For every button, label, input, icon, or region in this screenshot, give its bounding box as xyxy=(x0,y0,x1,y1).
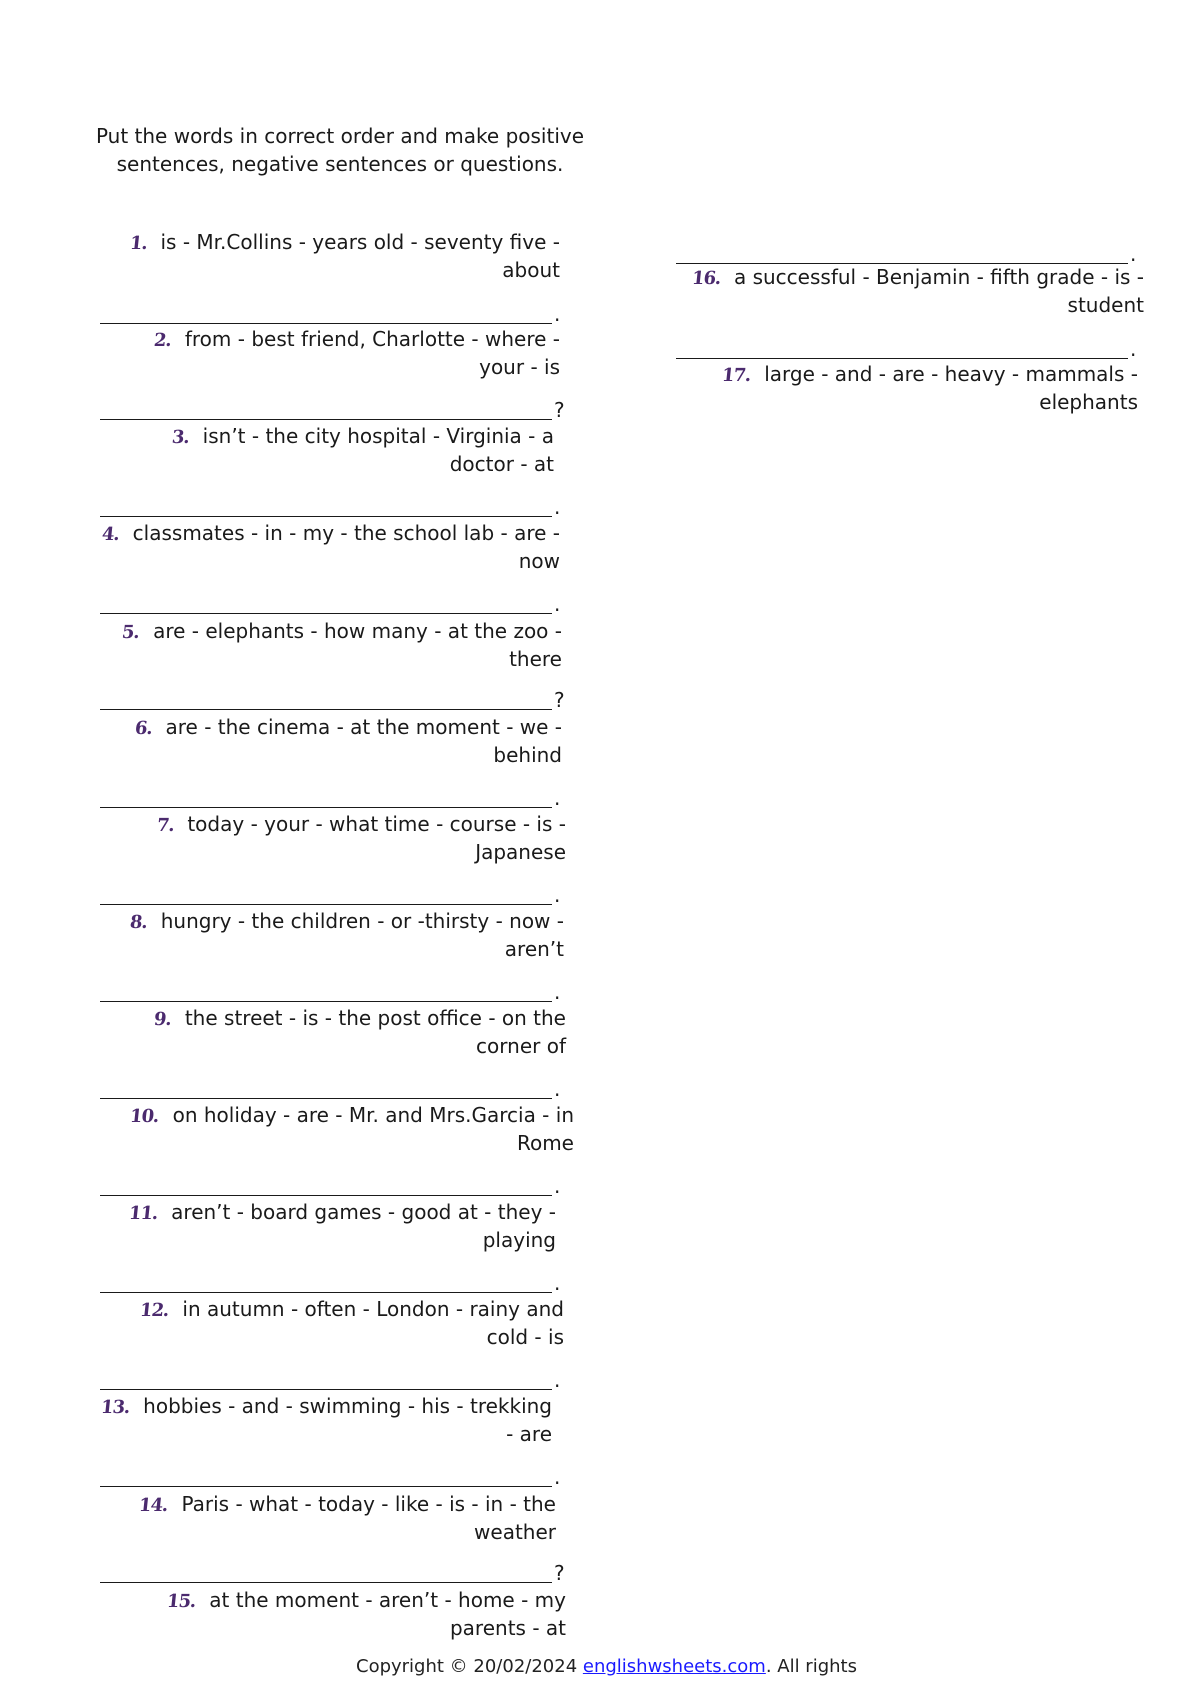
item-number: 17. xyxy=(720,365,752,386)
item-words-line-2: doctor - at xyxy=(449,452,554,476)
answer-line-9[interactable]: . xyxy=(100,1079,560,1099)
item-words-line-2: about xyxy=(502,258,560,282)
exercise-item-15 xyxy=(140,1587,566,1642)
exercise-item-8 xyxy=(78,908,564,963)
copyright-prefix: Copyright © 20/02/2024 xyxy=(356,1656,583,1677)
item-words-line-2: playing xyxy=(482,1228,556,1252)
item-words-line-2: elephants xyxy=(1039,390,1138,414)
item-number: 2. xyxy=(152,330,172,351)
answer-line-13[interactable]: . xyxy=(100,1467,560,1487)
item-words-line-1: are - elephants - how many - at the zoo - xyxy=(153,619,562,643)
item-words-line-2: - are xyxy=(506,1422,552,1446)
answer-line-15[interactable]: . xyxy=(676,244,1136,264)
exercise-item-10 xyxy=(74,1102,574,1157)
item-words-line-2: cold - is xyxy=(486,1325,564,1349)
item-words-line-1: today - your - what time - course - is - xyxy=(187,812,566,836)
item-number: 5. xyxy=(121,622,141,643)
item-words-line-2: Japanese xyxy=(475,840,566,864)
item-words-line-2: your - is xyxy=(479,355,560,379)
item-number: 16. xyxy=(690,268,722,289)
instructions-line-1: Put the words in correct order and make positive xyxy=(95,124,585,148)
exercise-item-11 xyxy=(94,1199,556,1254)
answer-line-2[interactable]: ? xyxy=(100,400,565,420)
exercise-item-4 xyxy=(66,520,560,575)
item-words-line-2: aren’t xyxy=(504,937,564,961)
exercise-item-7 xyxy=(110,811,566,866)
item-number: 15. xyxy=(165,1591,197,1612)
answer-line-10[interactable]: . xyxy=(100,1176,560,1196)
item-words-line-1: aren’t - board games - good at - they - xyxy=(171,1200,556,1224)
exercise-item-12 xyxy=(104,1296,564,1351)
item-words-line-1: on holiday - are - Mr. and Mrs.Garcia - in xyxy=(172,1103,574,1127)
copyright-footer xyxy=(356,1656,857,1677)
exercise-item-6 xyxy=(90,714,562,769)
item-number: 9. xyxy=(152,1009,172,1030)
item-words-line-2: behind xyxy=(493,743,562,767)
answer-line-5[interactable]: ? xyxy=(100,690,565,710)
answer-line-14[interactable]: ? xyxy=(100,1563,565,1583)
item-words-line-1: classmates - in - my - the school lab - are - xyxy=(132,521,560,545)
answer-line-11[interactable]: . xyxy=(100,1273,560,1293)
item-words-line-1: isn’t - the city hospital - Virginia - a xyxy=(202,424,554,448)
exercise-item-14 xyxy=(98,1491,556,1546)
item-words-line-1: hungry - the children - or -thirsty - now - xyxy=(160,909,564,933)
exercise-item-1 xyxy=(66,229,560,284)
item-words-line-1: is - Mr.Collins - years old - seventy five - xyxy=(160,230,560,254)
item-words-line-1: from - best friend, Charlotte - where - xyxy=(184,327,560,351)
item-number: 13. xyxy=(99,1397,131,1418)
website-link[interactable]: englishwsheets.com xyxy=(582,1656,766,1677)
item-words-line-2: there xyxy=(509,647,562,671)
item-number: 4. xyxy=(100,524,120,545)
answer-line-6[interactable]: . xyxy=(100,788,560,808)
item-number: 14. xyxy=(138,1495,169,1516)
item-number: 3. xyxy=(170,427,190,448)
item-words-line-2: Rome xyxy=(516,1131,574,1155)
item-words-line-1: a successful - Benjamin - fifth grade - is - xyxy=(733,265,1144,289)
item-words-line-2: student xyxy=(1067,293,1144,317)
copyright-suffix: . All rights xyxy=(765,1656,857,1677)
item-words-line-2: parents - at xyxy=(449,1616,566,1640)
item-words-line-2: weather xyxy=(474,1520,556,1544)
exercise-item-16 xyxy=(676,264,1144,319)
item-number: 8. xyxy=(128,912,148,933)
answer-line-7[interactable]: . xyxy=(100,885,560,905)
answer-line-3[interactable]: . xyxy=(100,497,560,517)
item-number: 7. xyxy=(155,815,175,836)
instructions xyxy=(70,122,610,178)
item-words-line-1: are - the cinema - at the moment - we - xyxy=(165,715,562,739)
exercise-item-13 xyxy=(68,1393,552,1448)
item-words-line-2: corner of xyxy=(476,1034,566,1058)
item-words-line-2: now xyxy=(518,549,560,573)
exercise-item-3 xyxy=(120,423,554,478)
item-number: 10. xyxy=(129,1106,160,1127)
answer-line-12[interactable]: . xyxy=(100,1370,560,1390)
item-number: 12. xyxy=(138,1300,170,1321)
answer-line-16[interactable]: . xyxy=(676,339,1136,359)
answer-line-1[interactable]: . xyxy=(100,304,560,324)
exercise-item-2 xyxy=(96,326,560,381)
answer-line-4[interactable]: . xyxy=(100,594,560,614)
item-words-line-1: hobbies - and - swimming - his - trekking xyxy=(143,1394,552,1418)
item-words-line-1: large - and - are - heavy - mammals - xyxy=(764,362,1138,386)
exercise-item-9 xyxy=(114,1005,566,1060)
instructions-line-2: sentences, negative sentences or questions. xyxy=(116,152,564,176)
item-words-line-1: the street - is - the post office - on the xyxy=(184,1006,566,1030)
item-number: 11. xyxy=(127,1203,159,1224)
item-words-line-1: at the moment - aren’t - home - my xyxy=(209,1588,566,1612)
exercise-item-5 xyxy=(72,618,562,673)
item-number: 6. xyxy=(133,718,153,739)
exercise-item-17 xyxy=(692,361,1138,416)
item-words-line-1: Paris - what - today - like - is - in - the xyxy=(181,1492,556,1516)
answer-line-8[interactable]: . xyxy=(100,982,560,1002)
item-words-line-1: in autumn - often - London - rainy and xyxy=(182,1297,564,1321)
item-number: 1. xyxy=(128,233,148,254)
